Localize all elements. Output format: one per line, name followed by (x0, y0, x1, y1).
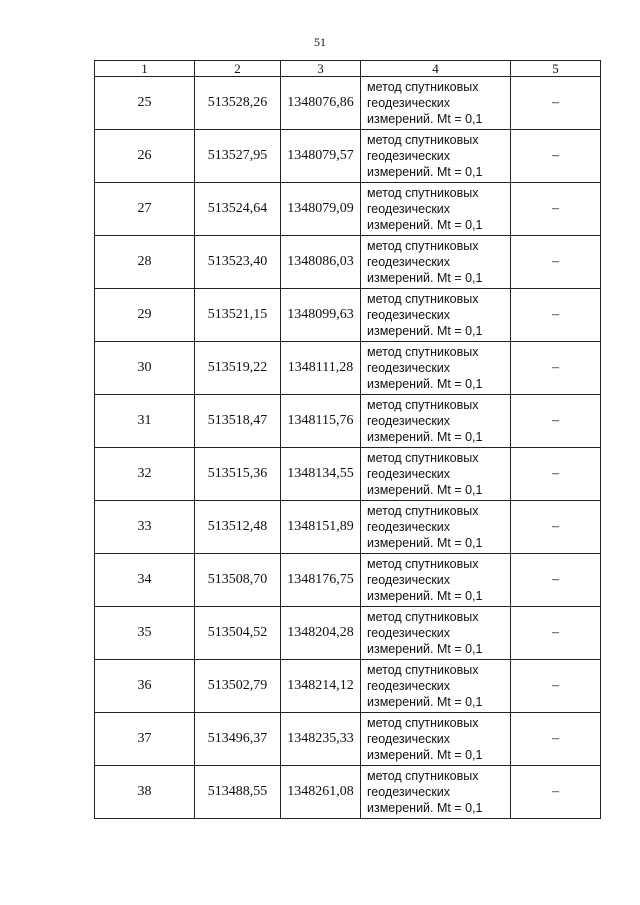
method-text-line: измерений. Mt = 0,1 (367, 801, 483, 815)
method-text-line: метод спутниковых (367, 186, 479, 200)
method-text-line: метод спутниковых (367, 769, 479, 783)
method-text-line: геодезических (367, 96, 451, 110)
method-text-line: измерений. Mt = 0,1 (367, 642, 483, 656)
x-coordinate-cell: 513523,40 (195, 236, 281, 289)
page-number: 51 (314, 35, 326, 49)
point-number-cell: 37 (95, 713, 195, 766)
method-text-line: метод спутниковых (367, 292, 479, 306)
method-cell (361, 395, 511, 448)
table-row (95, 130, 601, 183)
method-text-line: измерений. Mt = 0,1 (367, 589, 483, 603)
note-cell: – (511, 448, 601, 501)
x-coordinate-cell: 513504,52 (195, 607, 281, 660)
method-cell (361, 448, 511, 501)
method-text-line: измерений. Mt = 0,1 (367, 324, 483, 338)
method-text-line: измерений. Mt = 0,1 (367, 218, 483, 232)
method-text-line: измерений. Mt = 0,1 (367, 165, 483, 179)
point-number-cell: 32 (95, 448, 195, 501)
y-coordinate-cell: 1348235,33 (281, 713, 361, 766)
method-text-line: метод спутниковых (367, 133, 479, 147)
point-number-cell: 35 (95, 607, 195, 660)
note-cell: – (511, 183, 601, 236)
note-cell: – (511, 501, 601, 554)
y-coordinate-cell: 1348134,55 (281, 448, 361, 501)
method-text-line: геодезических (367, 626, 451, 640)
method-text-line: измерений. Mt = 0,1 (367, 536, 483, 550)
method-text-line: геодезических (367, 202, 451, 216)
x-coordinate-cell: 513524,64 (195, 183, 281, 236)
table-row (95, 395, 601, 448)
note-cell: – (511, 554, 601, 607)
column-header-5: 5 (511, 61, 601, 77)
point-number-cell: 38 (95, 766, 195, 819)
method-cell (361, 554, 511, 607)
point-number-cell: 28 (95, 236, 195, 289)
table-row (95, 766, 601, 819)
method-text-line: метод спутниковых (367, 398, 479, 412)
x-coordinate-cell: 513515,36 (195, 448, 281, 501)
method-text-line: геодезических (367, 785, 451, 799)
method-text-line: измерений. Mt = 0,1 (367, 695, 483, 709)
method-cell (361, 607, 511, 660)
x-coordinate-cell: 513496,37 (195, 713, 281, 766)
method-text-line: измерений. Mt = 0,1 (367, 430, 483, 444)
y-coordinate-cell: 1348111,28 (281, 342, 361, 395)
note-cell: – (511, 77, 601, 130)
note-cell: – (511, 395, 601, 448)
method-text-line: измерений. Mt = 0,1 (367, 271, 483, 285)
method-cell (361, 77, 511, 130)
point-number-cell: 34 (95, 554, 195, 607)
table-row (95, 607, 601, 660)
method-text-line: геодезических (367, 520, 451, 534)
column-header-2: 2 (195, 61, 281, 77)
note-cell: – (511, 342, 601, 395)
method-text-line: метод спутниковых (367, 504, 479, 518)
method-text-line: геодезических (367, 679, 451, 693)
y-coordinate-cell: 1348076,86 (281, 77, 361, 130)
y-coordinate-cell: 1348079,57 (281, 130, 361, 183)
method-text-line: геодезических (367, 573, 451, 587)
y-coordinate-cell: 1348176,75 (281, 554, 361, 607)
method-text-line: геодезических (367, 732, 451, 746)
method-text-line: геодезических (367, 414, 451, 428)
table-row (95, 236, 601, 289)
x-coordinate-cell: 513528,26 (195, 77, 281, 130)
method-text-line: геодезических (367, 255, 451, 269)
point-number-cell: 33 (95, 501, 195, 554)
note-cell: – (511, 660, 601, 713)
method-text-line: измерений. Mt = 0,1 (367, 483, 483, 497)
point-number-cell: 29 (95, 289, 195, 342)
method-text-line: метод спутниковых (367, 451, 479, 465)
x-coordinate-cell: 513512,48 (195, 501, 281, 554)
point-number-cell: 26 (95, 130, 195, 183)
method-text-line: измерений. Mt = 0,1 (367, 112, 483, 126)
x-coordinate-cell: 513519,22 (195, 342, 281, 395)
method-text-line: геодезических (367, 149, 451, 163)
table-row (95, 289, 601, 342)
method-text-line: измерений. Mt = 0,1 (367, 748, 483, 762)
table-header-row (95, 61, 601, 77)
point-number-cell: 31 (95, 395, 195, 448)
note-cell: – (511, 130, 601, 183)
y-coordinate-cell: 1348099,63 (281, 289, 361, 342)
x-coordinate-cell: 513518,47 (195, 395, 281, 448)
method-text-line: геодезических (367, 361, 451, 375)
method-text-line: геодезических (367, 467, 451, 481)
table-row (95, 77, 601, 130)
note-cell: – (511, 289, 601, 342)
table-row (95, 713, 601, 766)
method-text-line: метод спутниковых (367, 716, 479, 730)
note-cell: – (511, 607, 601, 660)
point-number-cell: 27 (95, 183, 195, 236)
method-text-line: метод спутниковых (367, 80, 479, 94)
y-coordinate-cell: 1348086,03 (281, 236, 361, 289)
column-header-1: 1 (95, 61, 195, 77)
method-cell (361, 660, 511, 713)
column-header-4: 4 (361, 61, 511, 77)
method-cell (361, 713, 511, 766)
point-number-cell: 30 (95, 342, 195, 395)
method-cell (361, 236, 511, 289)
x-coordinate-cell: 513527,95 (195, 130, 281, 183)
table-row (95, 554, 601, 607)
method-text-line: метод спутниковых (367, 663, 479, 677)
method-text-line: метод спутниковых (367, 610, 479, 624)
x-coordinate-cell: 513508,70 (195, 554, 281, 607)
x-coordinate-cell: 513502,79 (195, 660, 281, 713)
table-row (95, 501, 601, 554)
table-row (95, 660, 601, 713)
method-text-line: геодезических (367, 308, 451, 322)
y-coordinate-cell: 1348261,08 (281, 766, 361, 819)
note-cell: – (511, 713, 601, 766)
note-cell: – (511, 236, 601, 289)
point-number-cell: 36 (95, 660, 195, 713)
point-number-cell: 25 (95, 77, 195, 130)
method-text-line: метод спутниковых (367, 557, 479, 571)
y-coordinate-cell: 1348115,76 (281, 395, 361, 448)
y-coordinate-cell: 1348204,28 (281, 607, 361, 660)
y-coordinate-cell: 1348214,12 (281, 660, 361, 713)
table-row (95, 183, 601, 236)
table-row (95, 342, 601, 395)
x-coordinate-cell: 513521,15 (195, 289, 281, 342)
table-row (95, 448, 601, 501)
method-cell (361, 766, 511, 819)
x-coordinate-cell: 513488,55 (195, 766, 281, 819)
table-body (95, 77, 601, 819)
method-text-line: измерений. Mt = 0,1 (367, 377, 483, 391)
method-cell (361, 289, 511, 342)
method-text-line: метод спутниковых (367, 345, 479, 359)
method-cell (361, 130, 511, 183)
method-cell (361, 183, 511, 236)
coordinates-table (94, 60, 601, 819)
method-text-line: метод спутниковых (367, 239, 479, 253)
method-cell (361, 501, 511, 554)
column-header-3: 3 (281, 61, 361, 77)
method-cell (361, 342, 511, 395)
y-coordinate-cell: 1348079,09 (281, 183, 361, 236)
note-cell: – (511, 766, 601, 819)
y-coordinate-cell: 1348151,89 (281, 501, 361, 554)
